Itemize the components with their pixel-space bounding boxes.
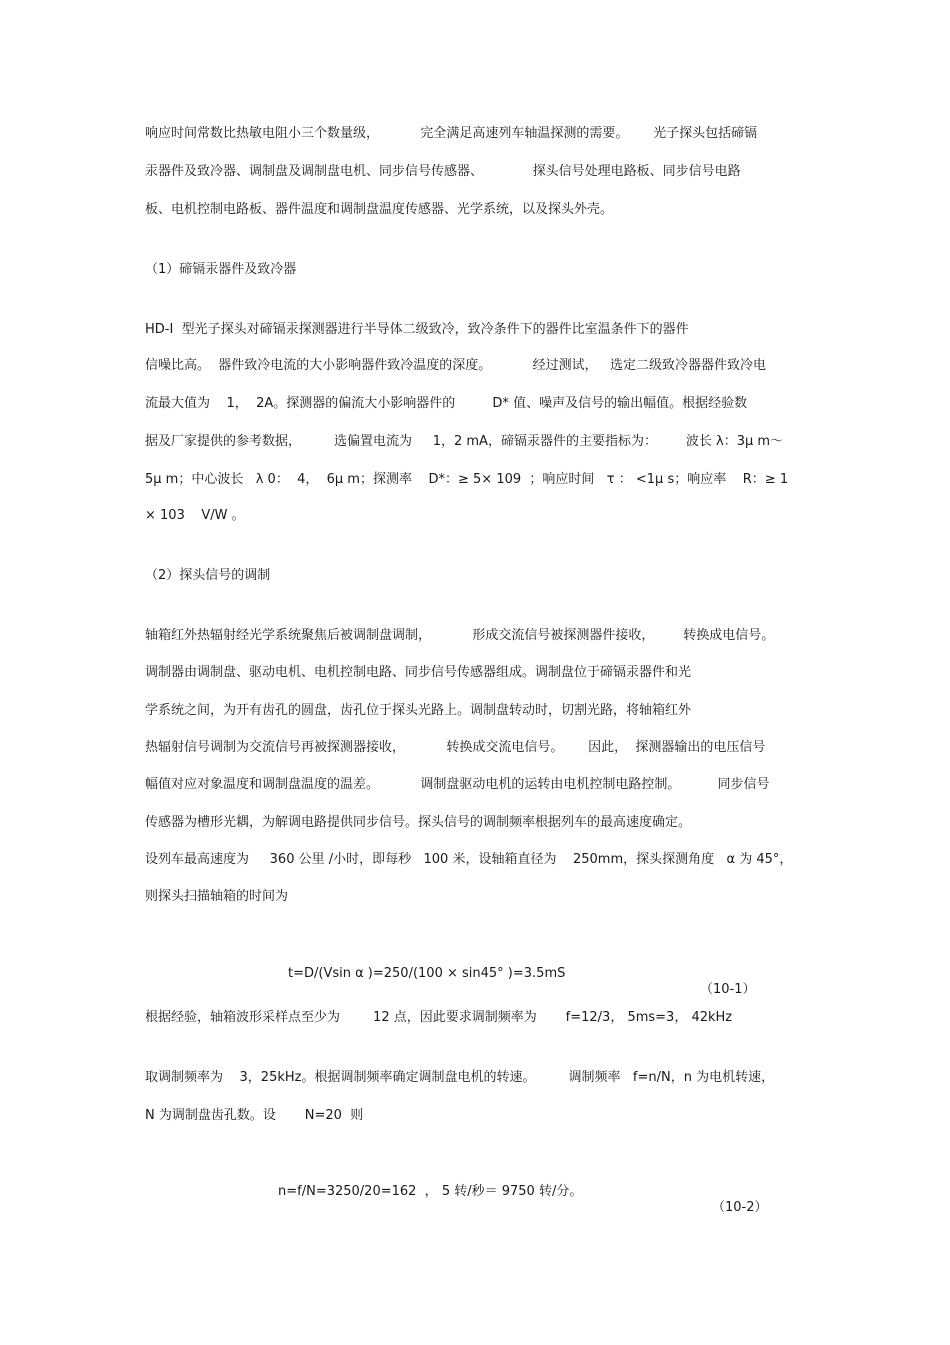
para1-line2: 汞器件及致冷器、调制盘及调制盘电机、同步信号传感器、 探头信号处理电路板、同步信号电路 [145, 164, 741, 179]
equation-number: （10-2） [712, 1200, 768, 1215]
section-heading-2: （2）探头信号的调制 [145, 568, 271, 583]
para3-line1: 轴箱红外热辐射经光学系统聚焦后被调制盘调制， 形成交流信号被探测器件接收， 转换成电信号。 [145, 628, 775, 643]
equation-10-1 [0, 950, 950, 998]
para2-line1: HD-I 型光子探头对碲镉汞探测器进行半导体二级致冷，致冷条件下的器件比室温条件下的器件 [145, 322, 689, 337]
para1-line3: 板、电机控制电路板、器件温度和调制盘温度传感器、光学系统，以及探头外壳。 [145, 202, 614, 217]
para3-line3: 学系统之间，为开有齿孔的圆盘，齿孔位于探头光路上。调制盘转动时，切割光路，将轴箱红外 [145, 703, 692, 718]
para3-line7: 设列车最高速度为 360 公里 /小时，即每秒 100 米，设轴箱直径为 250mm，探头探测角度 α 为 45°， [145, 852, 793, 867]
para2-line3: 流最大值为 1， 2A。探测器的偏流大小影响器件的 D* 值、噪声及信号的输出幅值。根据经验数 [145, 396, 748, 411]
para5-line2: N 为调制盘齿孔数。设 N=20 则 [145, 1108, 364, 1123]
para3-line6: 传感器为槽形光耦，为解调电路提供同步信号。探头信号的调制频率根据列车的最高速度确定。 [145, 815, 692, 830]
equation-formula: n=f/N=3250/20=162 ， 5 转/秒＝ 9750 转/分。 [278, 1184, 583, 1199]
para3-line5: 幅值对应对象温度和调制盘温度的温差。 调制盘驱动电机的运转由电机控制电路控制。 同步信号 [145, 777, 770, 792]
para1-line1: 响应时间常数比热敏电阻小三个数量级， 完全满足高速列车轴温探测的需要。 光子探头包括碲镉 [145, 126, 758, 141]
para3-line2: 调制器由调制盘、驱动电机、电机控制电路、同步信号传感器组成。调制盘位于碲镉汞器件和光 [145, 665, 692, 680]
equation-number: （10-1） [700, 982, 756, 997]
equation-10-2 [0, 1168, 950, 1216]
para5-line1: 取调制频率为 3，25kHz。根据调制频率确定调制盘电机的转速。 调制频率 f=n/N，n 为电机转速， [145, 1070, 775, 1085]
para4-line1: 根据经验，轴箱波形采样点至少为 12 点，因此要求调制频率为 f=12/3， 5ms=3， 42kHz [145, 1010, 733, 1025]
equation-formula: t=D/(Vsin α )=250/(100 × sin45° )=3.5mS [288, 966, 566, 981]
para3-line4: 热辐射信号调制为交流信号再被探测器接收， 转换成交流电信号。 因此， 探测器输出的电压信号 [145, 740, 766, 755]
para2-line2: 信噪比高。 器件致冷电流的大小影响器件致冷温度的深度。 经过测试， 选定二级致冷器器件致冷电 [145, 358, 766, 373]
para2-line5: 5μ m；中心波长 λ 0： 4， 6μ m；探测率 D*：≥ 5× 109 ；响应时间 τ ： <1μ s；响应率 R：≥ 1 [145, 472, 789, 487]
section-heading-1: （1）碲镉汞器件及致冷器 [145, 262, 297, 277]
para2-line4: 据及厂家提供的参考数据， 选偏置电流为 1，2 mA，碲镉汞器件的主要指标为： 波长 λ：3μ m～ [145, 434, 784, 449]
para2-line6: × 103 V/W 。 [145, 508, 245, 523]
para3-line8: 则探头扫描轴箱的时间为 [145, 889, 289, 904]
